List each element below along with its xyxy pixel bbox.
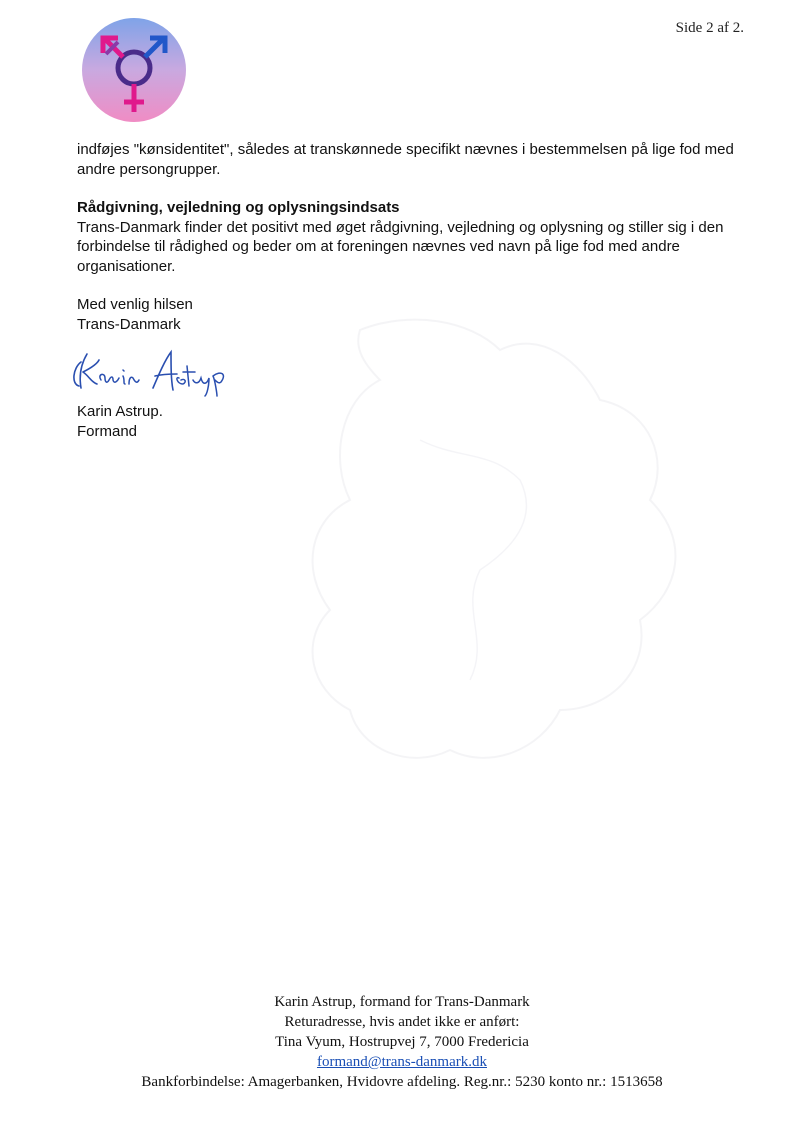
section-paragraph: Trans-Danmark finder det positivt med øget rådgivning, vejledning og oplysning og stiller sig i den forbindelse til rådighed og beder om at foreningen nævnes ved navn på lige fod med andre organisationer. [77, 218, 724, 275]
footer-bank-details: Bankforbindelse: Amagerbanken, Hvidovre afdeling. Reg.nr.: 5230 konto nr.: 1513658 [141, 1074, 663, 1090]
footer-sender: Karin Astrup, formand for Trans-Danmark [274, 994, 530, 1010]
transgender-symbol-logo [80, 16, 188, 124]
closing-greeting: Med venlig hilsen [77, 296, 193, 313]
page-number: Side 2 af 2. [675, 20, 744, 36]
signer-name: Karin Astrup. [77, 403, 163, 420]
handwritten-signature [67, 346, 242, 398]
section-heading: Rådgivning, vejledning og oplysningsindsats [77, 199, 400, 216]
footer-email-link[interactable]: formand@trans-danmark.dk [316, 1054, 487, 1070]
footer-return-address-label: Returadresse, hvis andet ikke er anført: [284, 1014, 520, 1030]
letter-body [77, 140, 757, 441]
intro-paragraph: indføjes "kønsidentitet", således at transkønnede specifikt nævnes i bestemmelsen på lige fod med andre persongrupper. [77, 141, 734, 178]
letter-footer [0, 992, 804, 1092]
footer-return-address: Tina Vyum, Hostrupvej 7, 7000 Fredericia [275, 1034, 529, 1050]
closing-organization: Trans-Danmark [77, 315, 181, 333]
signer-title: Formand [77, 422, 138, 440]
